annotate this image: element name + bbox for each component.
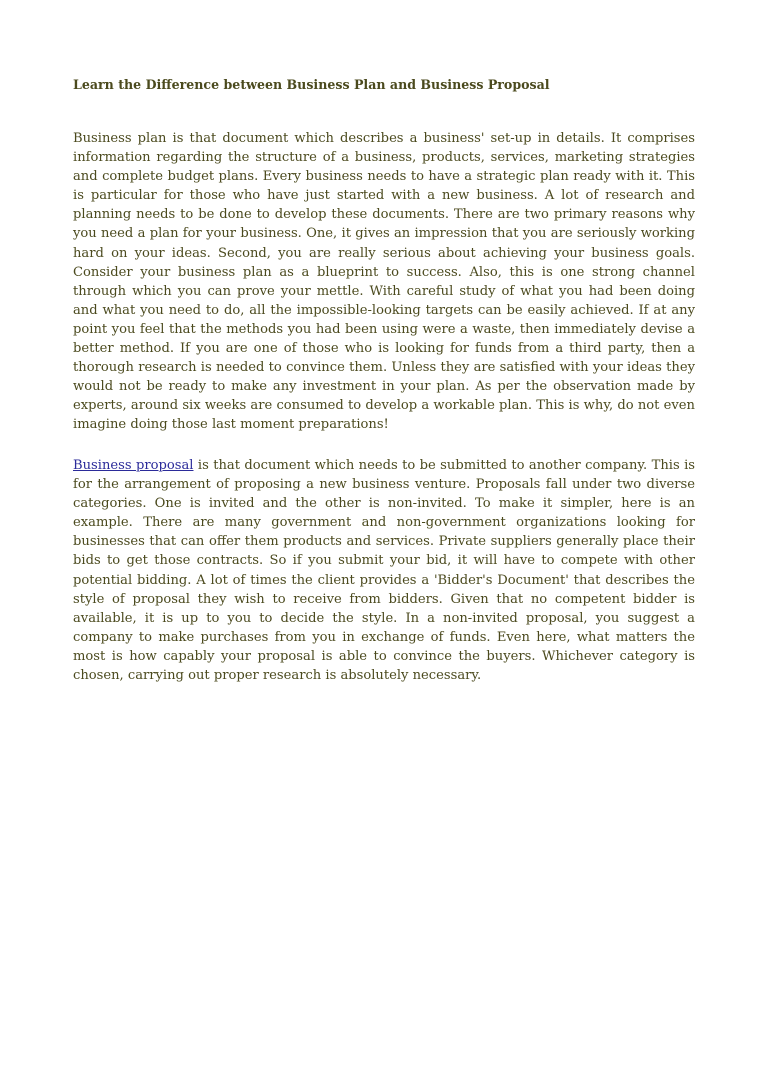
paragraph-business-plan: Business plan is that document which describes a business' set-up in details. It comprises information regarding the structure of a business, products, services, marketing strategies and complete budget plans. Every business needs to have a strategic plan ready with it. This is particular for those who have just started with a new business. A lot of research and planning needs to be done to develop these documents. There are two primary reasons why you need a plan for your business. One, it gives an impression that you are seriously working hard on your ideas. Second, you are really serious about achieving your business goals. Consider your business plan as a blueprint to success. Also, this is one strong channel through which you can prove your mettle. With careful study of what you had been doing and what you need to do, all the impossible-looking targets can be easily achieved. If at any point you feel that the methods you had been using were a waste, then immediately devise a better method. If you are one of those who is looking for funds from a third party, then a thorough research is needed to convince them. Unless they are satisfied with your ideas they would not be ready to make any investment in your plan. As per the observation made by experts, around six weeks are consumed to develop a workable plan. This is why, do not even imagine doing those last moment preparations! <box>73 131 695 433</box>
business-proposal-link[interactable]: Business proposal <box>73 458 194 473</box>
document-title: Learn the Difference between Business Plan and Business Proposal <box>73 77 550 92</box>
paragraph-business-proposal <box>73 456 695 685</box>
paragraph-business-proposal-text: is that document which needs to be submitted to another company. This is for the arrangement of proposing a new business venture. Proposals fall under two diverse categories. One is invited and the other is non-invited. To make it simpler, here is an example. There are many government and non-government organizations looking for businesses that can offer them products and services. Private suppliers generally place their bids to get those contracts. So if you submit your bid, it will have to compete with other potential bidding. A lot of times the client provides a 'Bidder's Document' that describes the style of proposal they wish to receive from bidders. Given that no competent bidder is available, it is up to you to decide the style. In a non-invited proposal, you suggest a company to make purchases from you in exchange of funds. Even here, what matters the most is how capably your proposal is able to convince the buyers. Whichever category is chosen, carrying out proper research is absolutely necessary. <box>73 458 696 684</box>
